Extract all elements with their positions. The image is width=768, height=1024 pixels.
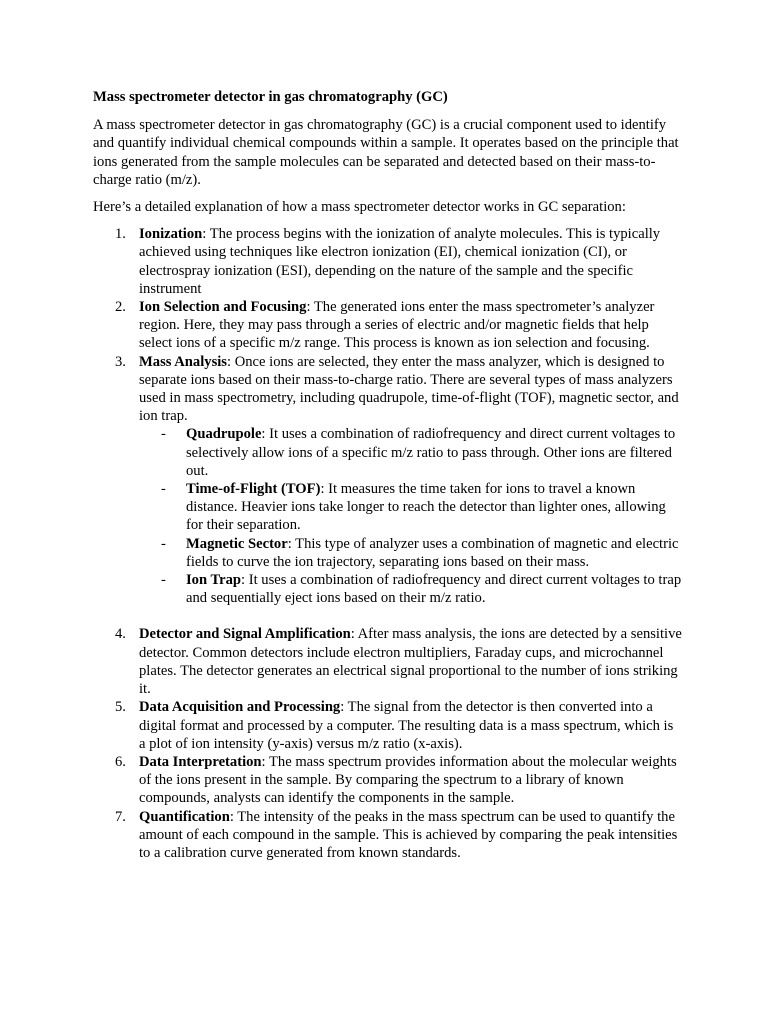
step-text: : The mass spectrum provides information about the molecular weights of the ions present in the sample. By comparing the spectrum to a library of known compounds, analysts can identify the components in the sample. — [139, 753, 677, 807]
step-term: Quantification — [139, 808, 230, 825]
step-term: Ionization — [139, 226, 203, 243]
analyzer-term: Magnetic Sector — [186, 535, 288, 552]
sub-list-item — [139, 480, 683, 535]
document-title: Mass spectrometer detector in gas chromatography (GC) — [93, 89, 448, 105]
sub-list-item — [139, 571, 683, 607]
analyzer-term: Quadrupole — [186, 426, 262, 443]
analyzer-text: : It uses a combination of radiofrequency and direct current voltages to trap and sequentially eject ions based on their m/z ratio. — [186, 572, 682, 607]
analyzer-text: : It uses a combination of radiofrequency and direct current voltages to selectively allow ions of a specific m/z ratio to pass through. Other ions are filtered out. — [186, 426, 676, 479]
sub-list-item — [139, 425, 683, 480]
analyzer-list — [139, 425, 683, 607]
step-text: : The signal from the detector is then converted into a digital format and processed by a computer. The resulting data is a mass spectrum, which is a plot of ion intensity (y-axis) versus m/z ratio (x-axis). — [139, 699, 674, 752]
dash-bullet: - — [161, 426, 166, 443]
list-number: 6. — [115, 753, 126, 770]
step-text: : After mass analysis, the ions are detected by a sensitive detector. Common detectors include electron multipliers, Faraday cups, and microchannel plates. The detector generates an electrical signal proportional to the number of ions striking it. — [139, 626, 682, 698]
document-page — [93, 88, 683, 862]
step-term: Detector and Signal Amplification — [139, 626, 351, 643]
analyzer-term: Time-of-Flight (TOF) — [186, 481, 321, 498]
list-item — [93, 625, 683, 698]
dash-bullet: - — [161, 572, 166, 589]
steps-list — [93, 225, 683, 862]
sub-list-item — [139, 535, 683, 571]
list-item — [93, 753, 683, 808]
step-text: : The intensity of the peaks in the mass spectrum can be used to quantify the amount of each compound in the sample. This is achieved by comparing the peak intensities to a calibration curve generated from known standards. — [139, 808, 678, 861]
step-term: Data Interpretation — [139, 753, 262, 770]
list-number: 4. — [115, 626, 126, 643]
list-item — [93, 225, 683, 298]
analyzer-term: Ion Trap — [186, 572, 242, 589]
lead-paragraph: Here’s a detailed explanation of how a mass spectrometer detector works in GC separation: — [93, 199, 626, 216]
list-number: 5. — [115, 699, 126, 716]
dash-bullet: - — [161, 535, 166, 552]
step-term: Ion Selection and Focusing — [139, 299, 307, 316]
list-number: 1. — [115, 226, 126, 243]
step-term: Mass Analysis — [139, 353, 227, 370]
analyzer-text: : This type of analyzer uses a combination of magnetic and electric fields to curve the ion trajectory, separating ions based on their mass. — [186, 535, 679, 570]
spacer — [139, 607, 683, 625]
list-number: 2. — [115, 299, 126, 316]
step-text: : The generated ions enter the mass spectrometer’s analyzer region. Here, they may pass through a series of electric and/or magnetic fields that help select ions of a specific m/z range. This process is known as ion selection and focusing. — [139, 299, 655, 352]
list-item — [93, 808, 683, 863]
list-item — [93, 298, 683, 353]
step-text: : The process begins with the ionization of analyte molecules. This is typically achieved using techniques like electron ionization (EI), chemical ionization (CI), or electrospray ionization (ESI), depending on the nature of the sample and the specific instrument — [139, 226, 661, 297]
list-number: 7. — [115, 808, 126, 825]
step-term: Data Acquisition and Processing — [139, 699, 341, 716]
analyzer-text: : It measures the time taken for ions to travel a known distance. Heavier ions take longer to reach the detector than lighter ones, allowing for their separation. — [186, 481, 666, 534]
intro-paragraph: A mass spectrometer detector in gas chromatography (GC) is a crucial component used to identify and quantify individual chemical compounds within a sample. It operates based on the principle that ions generated from the sample molecules can be separated and detected based on their mass-to-charge ratio (m/z). — [93, 117, 679, 188]
list-item — [93, 698, 683, 753]
list-number: 3. — [115, 353, 126, 370]
dash-bullet: - — [161, 481, 166, 498]
step-text: : Once ions are selected, they enter the mass analyzer, which is designed to separate ions based on their mass-to-charge ratio. There are several types of mass analyzers used in mass spectrometry, including quadrupole, time-of-flight (TOF), magnetic sector, and ion trap. — [139, 353, 679, 425]
list-item — [93, 353, 683, 626]
